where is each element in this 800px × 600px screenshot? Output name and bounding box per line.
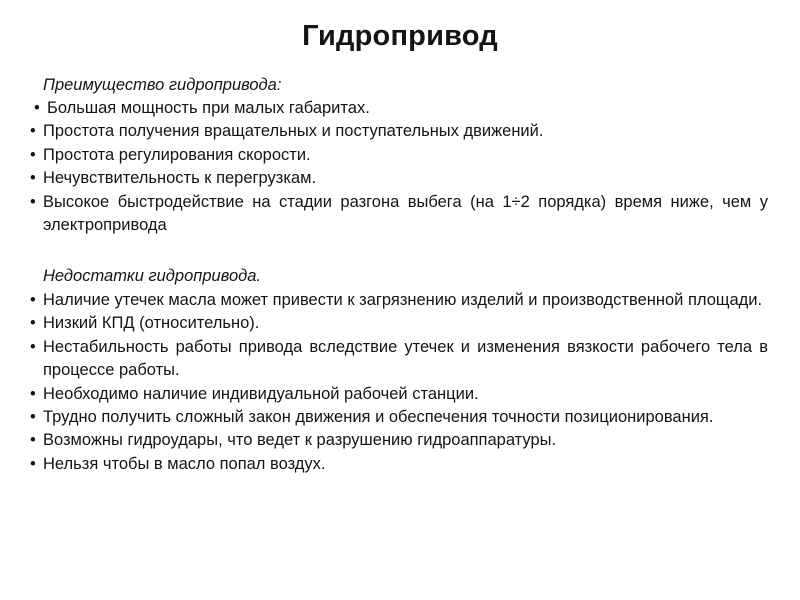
list-item	[30, 336, 768, 383]
slide-title: Гидропривод	[302, 20, 498, 52]
bullet-icon: •	[30, 291, 36, 309]
bullet-icon: •	[34, 99, 40, 117]
advantage-text: Простота регулирования скорости.	[43, 145, 311, 164]
advantage-text: Простота получения вращательных и поступательных движений.	[43, 122, 544, 141]
list-item	[30, 144, 768, 167]
disadvantage-text: Возможны гидроудары, что ведет к разрушению гидроаппаратуры.	[43, 431, 557, 450]
advantages-list	[30, 97, 768, 237]
bullet-icon: •	[30, 314, 36, 333]
advantage-text: Большая мощность при малых габаритах.	[47, 99, 370, 117]
bullet-icon: •	[30, 337, 36, 356]
disadvantage-text: Трудно получить сложный закон движения и обеспечения точности позиционирования.	[43, 408, 714, 427]
disadvantage-text: Нестабильность работы привода вследствие утечек и изменения вязкости рабочего тела в процессе работы.	[43, 337, 768, 380]
list-item	[30, 167, 768, 190]
disadvantage-text: Низкий КПД (относительно).	[43, 314, 260, 333]
bullet-icon: •	[30, 454, 36, 473]
list-item	[30, 312, 768, 335]
bullet-icon: •	[30, 192, 36, 211]
bullet-icon: •	[30, 122, 36, 141]
bullet-icon: •	[30, 408, 36, 427]
list-item	[30, 120, 768, 143]
list-item	[30, 453, 768, 476]
disadvantage-text: Наличие утечек масла может привести к загрязнению изделий и производственной площади.	[43, 291, 763, 309]
bullet-icon: •	[30, 169, 36, 188]
disadvantages-list	[30, 289, 768, 476]
advantages-heading: Преимущество гидропривода:	[43, 76, 282, 94]
advantage-text: Высокое быстродействие на стадии разгона выбега (на 1÷2 порядка) время ниже, чем у электропривода	[43, 192, 768, 235]
advantage-text: Нечувствительность к перегрузкам.	[43, 169, 317, 188]
list-item	[30, 289, 768, 312]
list-item	[30, 429, 768, 452]
bullet-icon: •	[30, 145, 36, 164]
disadvantage-text: Нельзя чтобы в масло попал воздух.	[43, 454, 326, 473]
disadvantages-heading: Недостатки гидропривода.	[43, 267, 262, 285]
bullet-icon: •	[30, 431, 36, 450]
list-item	[30, 383, 768, 406]
bullet-icon: •	[30, 384, 36, 403]
list-item	[30, 406, 768, 429]
list-item	[30, 191, 768, 238]
list-item	[30, 97, 768, 120]
disadvantage-text: Необходимо наличие индивидуальной рабочей станции.	[43, 384, 479, 403]
